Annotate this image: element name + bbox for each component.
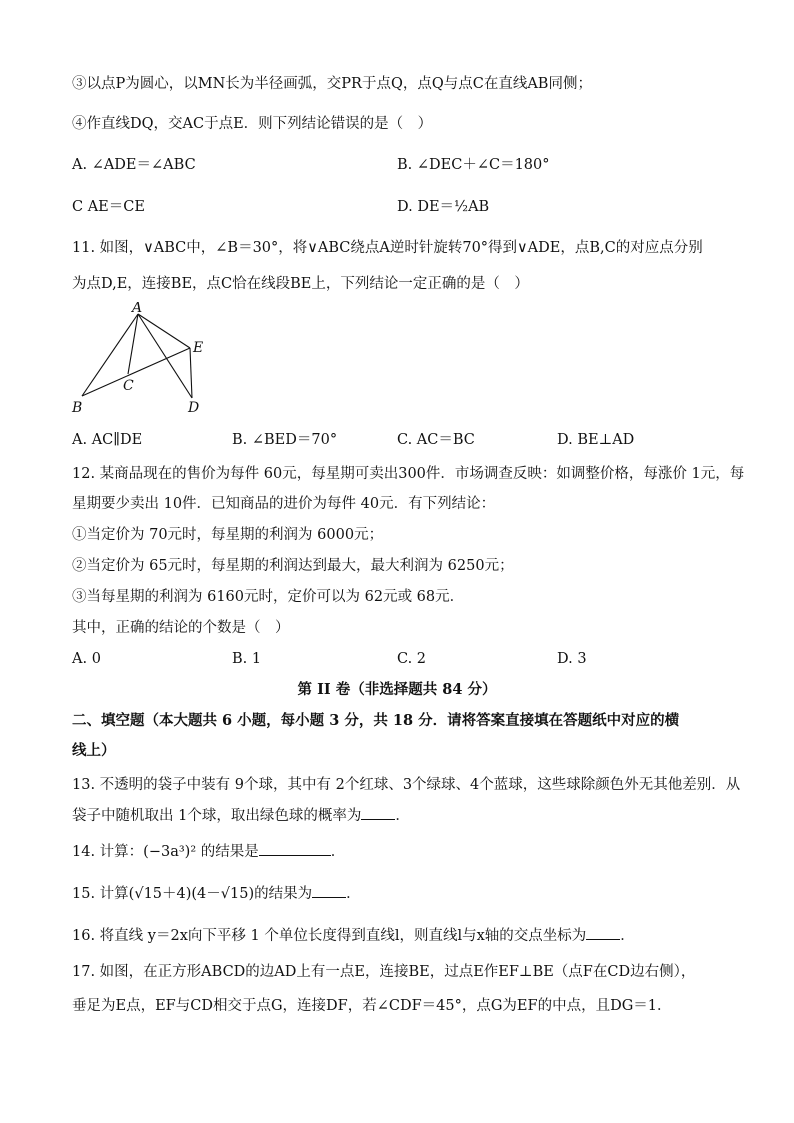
- q12-line2: 星期要少卖出 10件．已知商品的进价为每件 40元．有下列结论：: [72, 496, 496, 512]
- q11-line2: 为点D,E，连接BE，点C恰在线段BE上，下列结论一定正确的是（ ）: [72, 276, 529, 292]
- q13-line2: [72, 805, 410, 826]
- segment-ad: [138, 314, 192, 398]
- q12-item2: ②当定价为 65元时，每星期的利润达到最大，最大利润为 6250元；: [72, 558, 514, 574]
- q12-item1: ①当定价为 70元时，每星期的利润为 6000元；: [72, 527, 384, 543]
- q10-step4: ④作直线DQ，交AC于点E．则下列结论错误的是（ ）: [72, 116, 433, 132]
- q14-line: [72, 841, 345, 862]
- q11-option-b: B. ∠BED＝70°: [232, 432, 338, 448]
- segment-ed: [190, 348, 192, 398]
- q11-option-d: D. BE⊥AD: [557, 432, 635, 448]
- q16-text: 16. 将直线 y＝2x向下平移 1 个单位长度得到直线l，则直线l与x轴的交点坐标为: [72, 928, 587, 944]
- part2-title: 第 II 卷（非选择题共 84 分）: [297, 681, 497, 698]
- q15-text: 15. 计算(√15＋4)(4－√15)的结果为: [72, 886, 313, 902]
- q12-option-d: D. 3: [557, 651, 587, 667]
- q14-end: ．: [330, 844, 346, 860]
- q13-line1: 13. 不透明的袋子中装有 9个球，其中有 2个红球、3个绿球、4个蓝球，这些球除颜色外无其他差别．从: [72, 777, 741, 793]
- point-label-b: B: [72, 400, 83, 416]
- point-label-d: D: [188, 400, 200, 416]
- q16-answer-blank[interactable]: [586, 925, 620, 940]
- q13-line2-text: 袋子中随机取出 1个球，取出绿色球的概率为: [72, 808, 362, 824]
- q12-option-c: C. 2: [397, 651, 427, 667]
- q15-answer-blank[interactable]: [312, 883, 346, 898]
- q16-line: [72, 925, 635, 946]
- q15-line: [72, 883, 361, 904]
- q11-option-c: C. AC＝BC: [397, 432, 475, 448]
- section2-heading-line1: 二、填空题（本大题共 6 小题，每小题 3 分，共 18 分．请将答案直接填在答题纸中对应的横: [72, 712, 680, 729]
- q17-line2: 垂足为E点，EF与CD相交于点G，连接DF，若∠CDF＝45°，点G为EF的中点，且DG＝1．: [72, 998, 672, 1014]
- segment-ae: [138, 314, 190, 348]
- point-label-a: A: [132, 302, 143, 316]
- point-label-e: E: [193, 340, 204, 356]
- q15-end: ．: [346, 886, 361, 902]
- q14-text: 14. 计算：(−3a³)² 的结果是: [72, 844, 259, 860]
- q14-answer-blank[interactable]: [259, 841, 331, 856]
- q13-line2-end: ．: [395, 808, 410, 824]
- q12-option-b: B. 1: [232, 651, 262, 667]
- q12-item3: ③当每星期的利润为 6160元时，定价可以为 62元或 68元．: [72, 589, 465, 605]
- q10-option-b: B. ∠DEC＋∠C＝180°: [397, 157, 550, 173]
- q12-line1: 12. 某商品现在的售价为每件 60元，每星期可卖出300件．市场调查反映：如调整价格，每涨价 1元，每: [72, 466, 745, 482]
- segment-ac: [128, 314, 138, 374]
- q10-option-a: A. ∠ADE＝∠ABC: [72, 157, 196, 173]
- point-label-c: C: [123, 378, 134, 394]
- q13-answer-blank[interactable]: [361, 805, 395, 820]
- q10-step3: ③以点P为圆心，以MN长为半径画弧，交PR于点Q，点Q与点C在直线AB同侧；: [72, 76, 592, 92]
- q11-line1: 11. 如图，∨ABC中，∠B＝30°，将∨ABC绕点A逆时针旋转70°得到∨ADE，点B,C的对应点分别: [72, 240, 703, 256]
- q12-question: 其中，正确的结论的个数是（ ）: [72, 620, 290, 636]
- q16-end: ．: [620, 928, 635, 944]
- q10-option-c: C AE＝CE: [72, 199, 145, 215]
- q17-line1: 17. 如图，在正方形ABCD的边AD上有一点E，连接BE，过点E作EF⊥BE（点F在CD边右侧），: [72, 964, 696, 980]
- q10-option-d: D. DE＝½AB: [397, 199, 490, 215]
- q11-triangle-figure: [66, 302, 226, 420]
- q11-option-a: A. AC∥DE: [72, 432, 143, 448]
- section2-heading-line2: 线上）: [72, 742, 116, 759]
- q12-option-a: A. 0: [72, 651, 101, 667]
